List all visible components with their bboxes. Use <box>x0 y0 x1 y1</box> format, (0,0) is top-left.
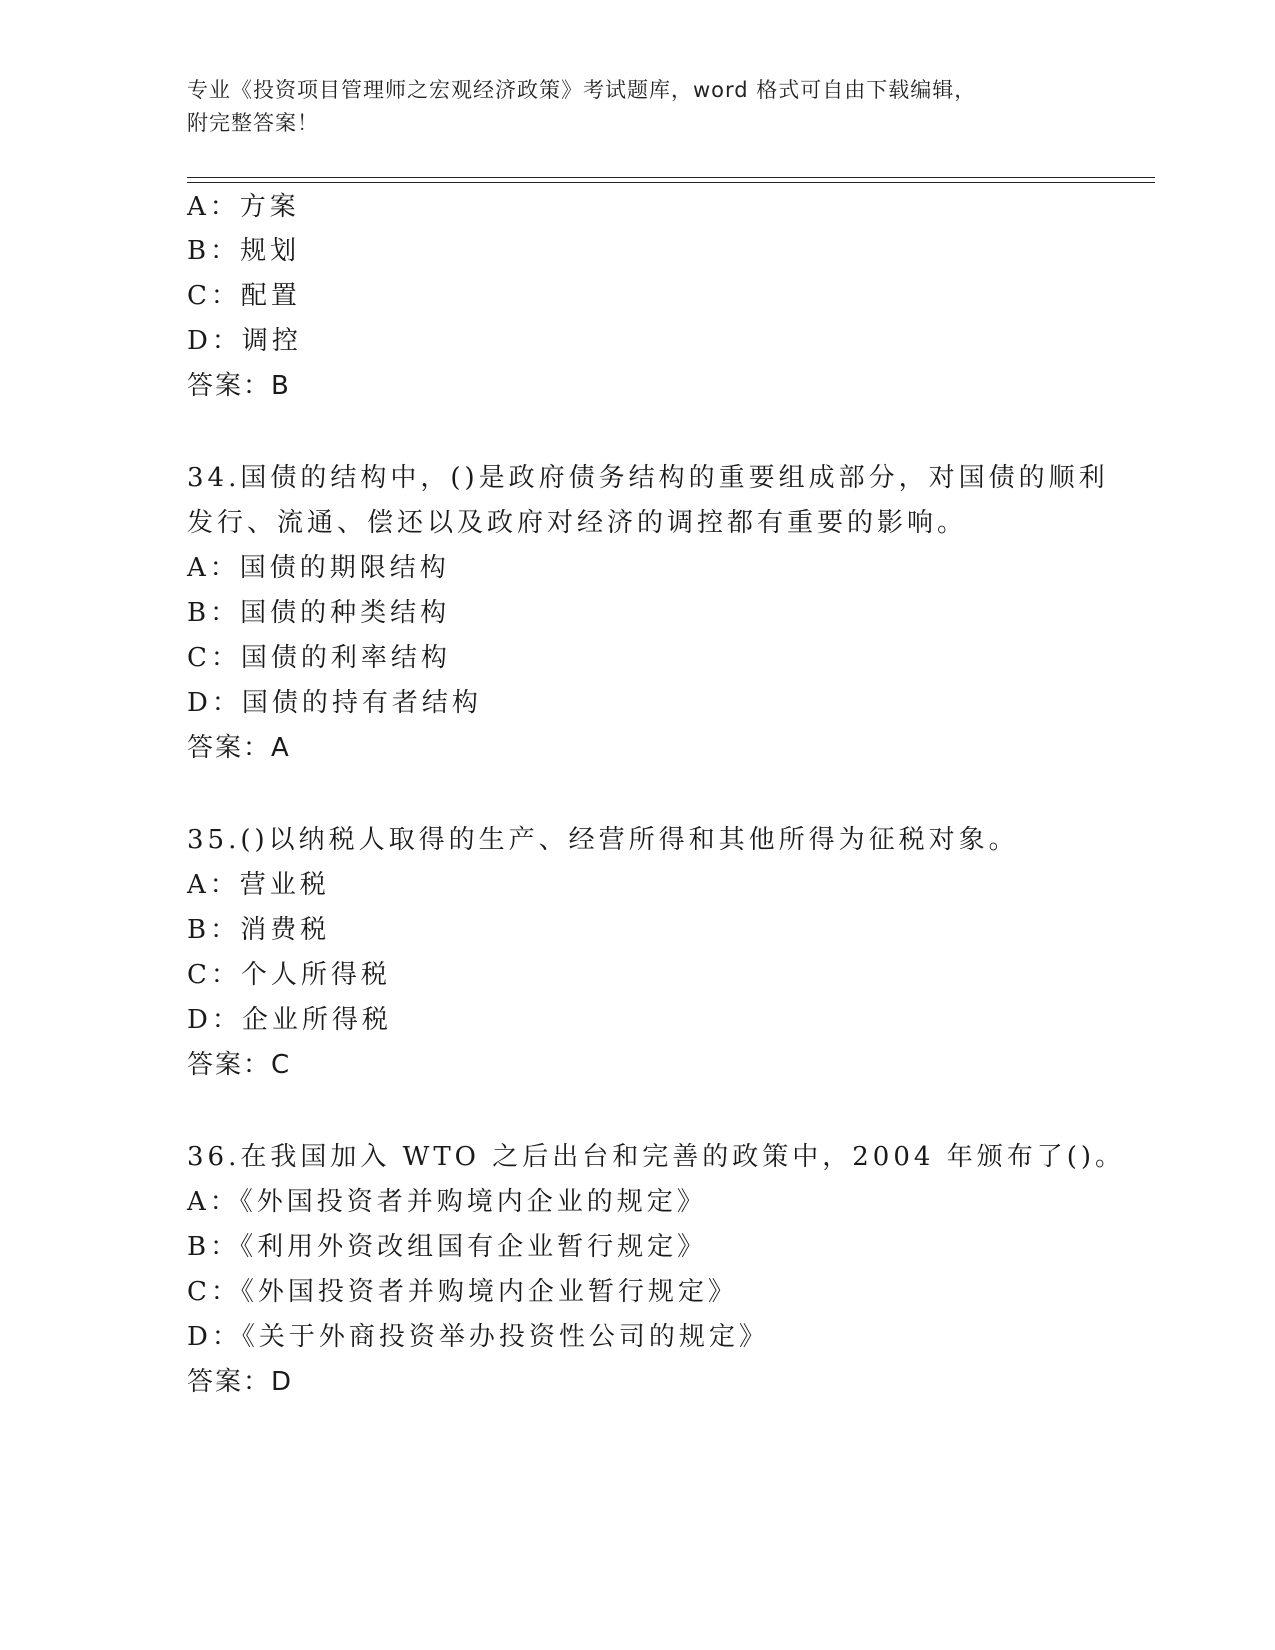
q36-question: 36.在我国加入 WTO 之后出台和完善的政策中，2004 年颁布了()。 <box>187 1142 1125 1172</box>
q34-option-b: B：国债的种类结构 <box>187 598 451 628</box>
q35-answer: 答案：C <box>187 1050 292 1080</box>
q34-answer: 答案：A <box>187 733 291 763</box>
header-divider-bottom <box>187 182 1155 183</box>
q35-option-b: B：消费税 <box>187 915 331 945</box>
q35-option-a: A：营业税 <box>187 870 330 900</box>
q36-option-c: C：《外国投资者并购境内企业暂行规定》 <box>187 1277 738 1307</box>
q33-option-b: B：规划 <box>187 236 301 266</box>
q36-option-a: A：《外国投资者并购境内企业的规定》 <box>187 1187 707 1217</box>
q34-option-c: C：国债的利率结构 <box>187 643 451 673</box>
header-line-2: 附完整答案！ <box>187 111 319 135</box>
q36-option-b: B：《利用外资改组国有企业暂行规定》 <box>187 1232 708 1262</box>
q34-option-d: D：国债的持有者结构 <box>187 688 482 718</box>
q35-option-c: C：个人所得税 <box>187 960 391 990</box>
q33-answer: 答案：B <box>187 371 291 401</box>
document-header <box>187 74 1087 140</box>
q34-option-a: A：国债的期限结构 <box>187 553 450 583</box>
q35-question: 35.()以纳税人取得的生产、经营所得和其他所得为征税对象。 <box>187 825 1019 855</box>
q34-question-line-2: 发行、流通、偿还以及政府对经济的调控都有重要的影响。 <box>187 508 968 538</box>
q33-option-a: A：方案 <box>187 192 300 222</box>
header-line-1: 专业《投资项目管理师之宏观经济政策》考试题库，word 格式可自由下载编辑， <box>187 78 977 102</box>
header-divider-top <box>187 177 1155 178</box>
q35-option-d: D：企业所得税 <box>187 1005 392 1035</box>
q36-option-d: D：《关于外商投资举办投资性公司的规定》 <box>187 1322 769 1352</box>
q33-option-c: C：配置 <box>187 281 301 311</box>
q33-option-d: D：调控 <box>187 326 302 356</box>
q36-answer: 答案：D <box>187 1367 294 1397</box>
q34-question-line-1: 34.国债的结构中，()是政府债务结构的重要组成部分，对国债的顺利 <box>187 463 1109 493</box>
